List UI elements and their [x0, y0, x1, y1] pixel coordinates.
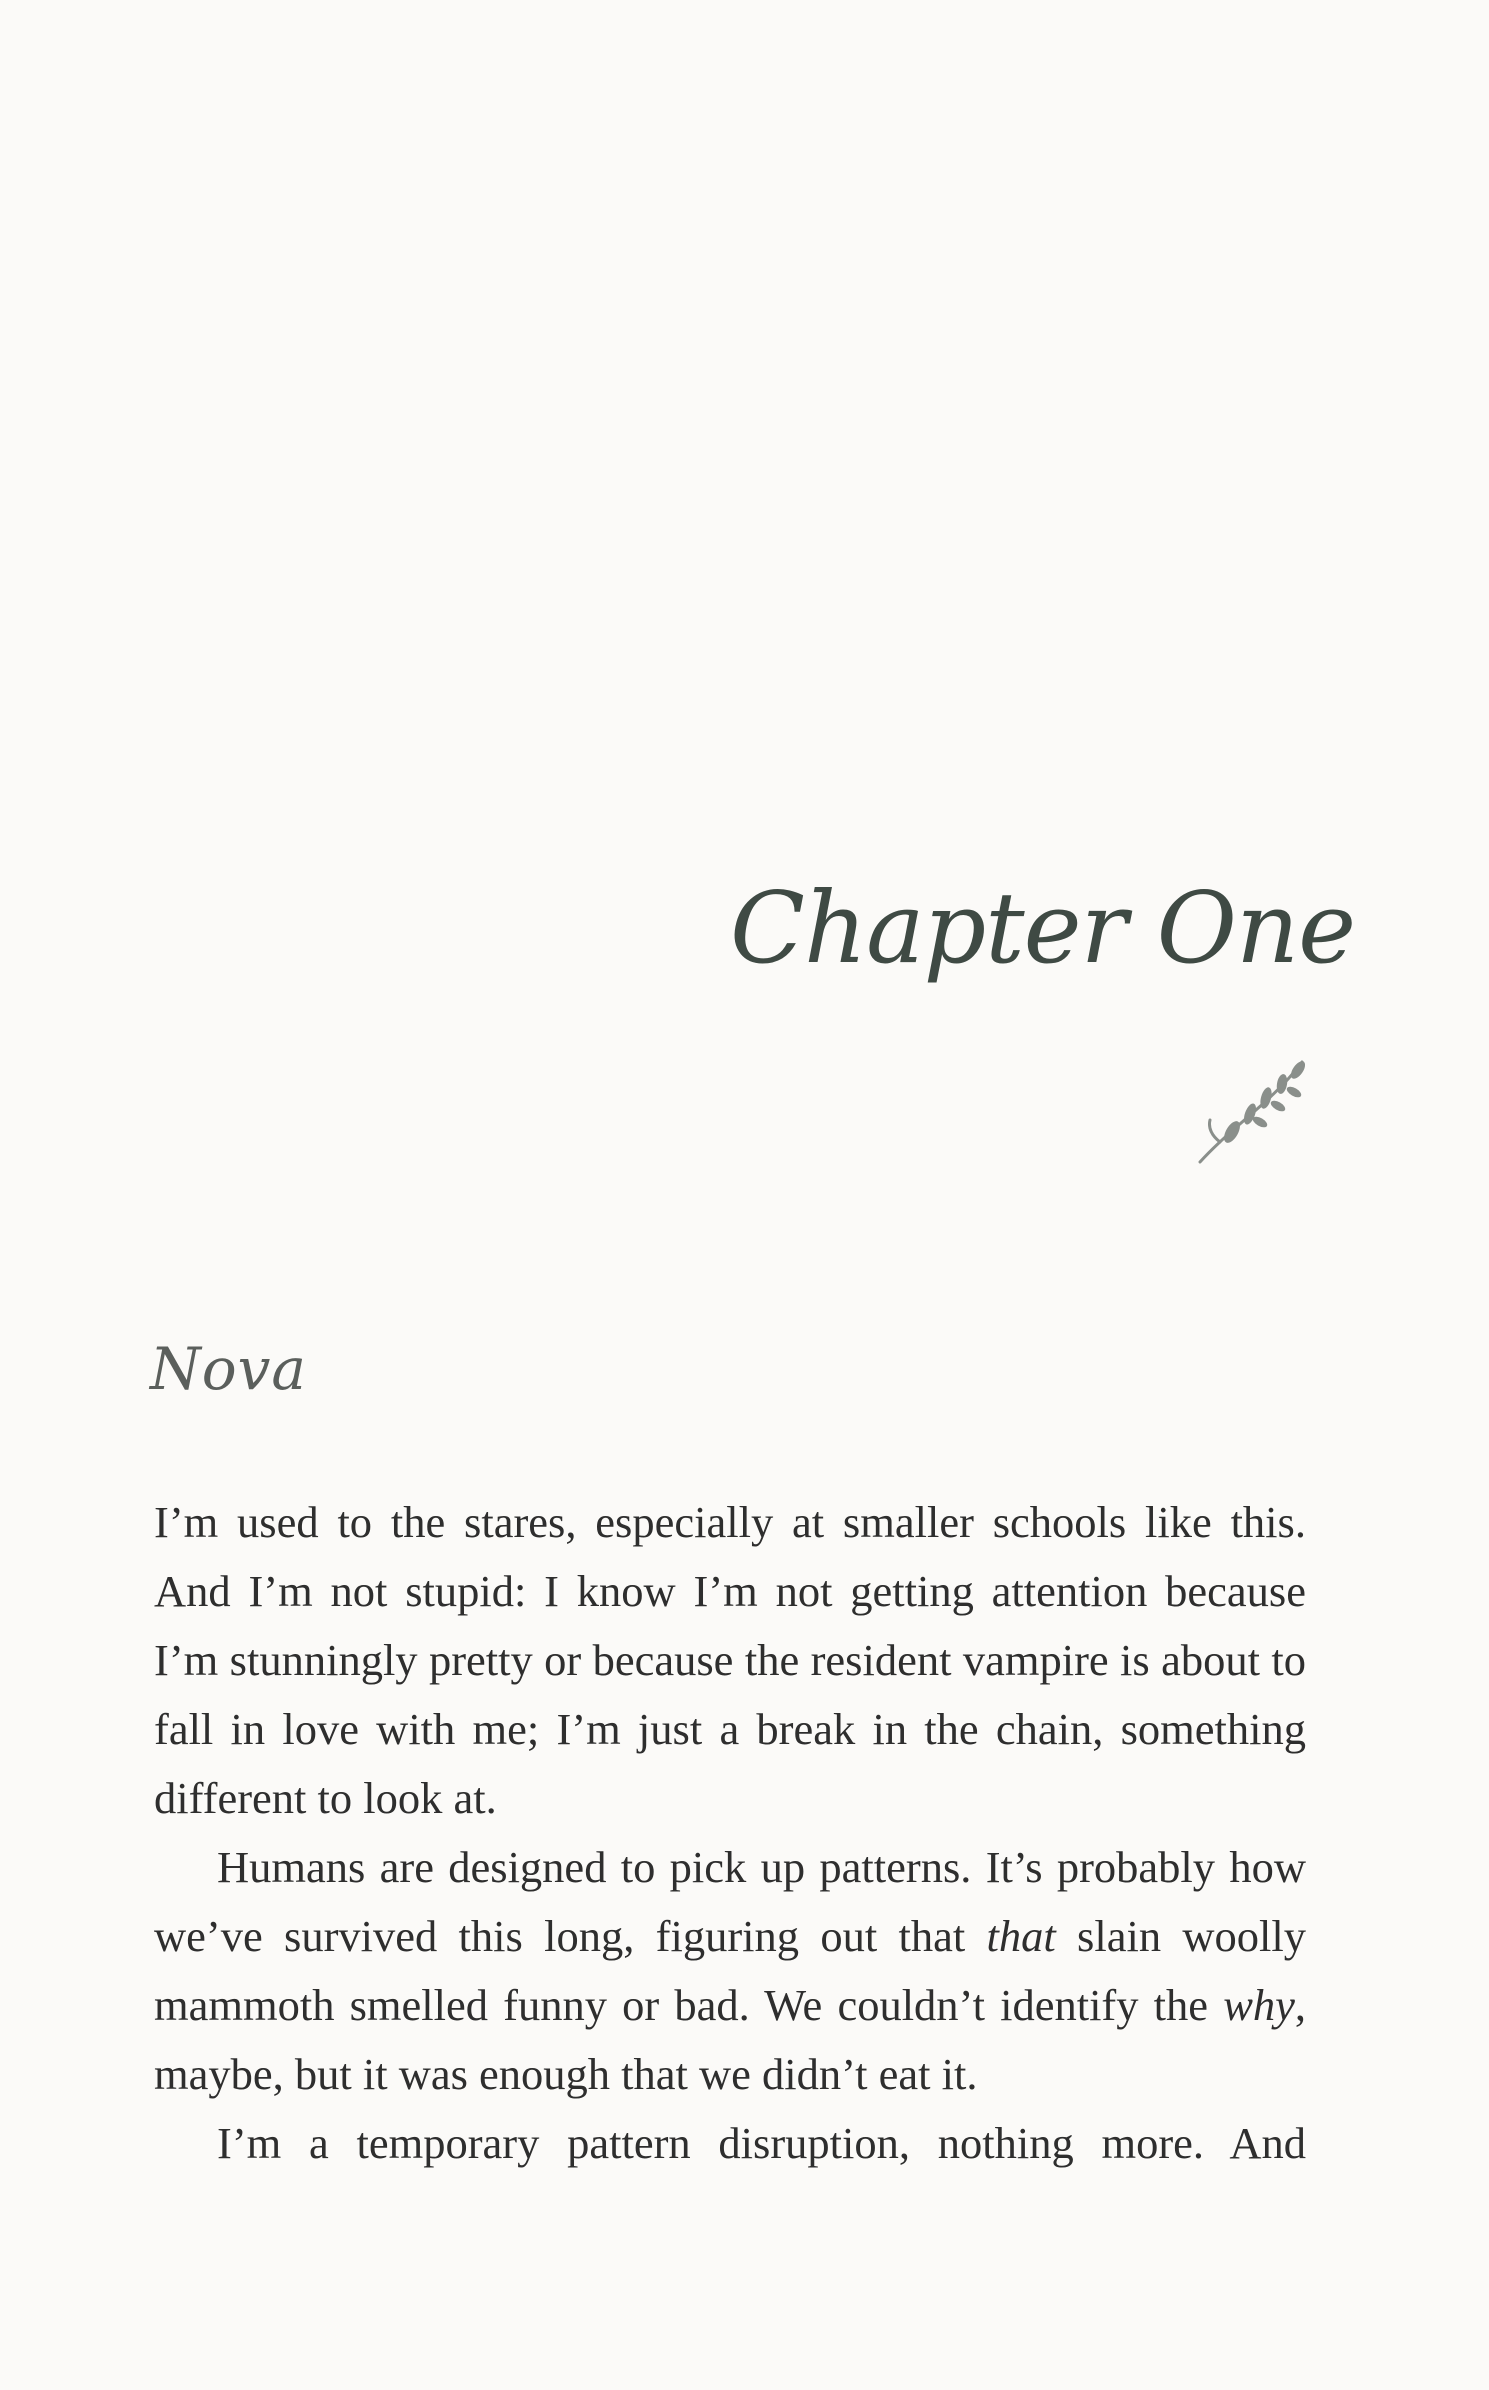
paragraph-text: , maybe, but it was enough that we didn’t eat it. [154, 1980, 1306, 2099]
paragraph-text: slain woolly mammoth smelled funny or bad. We couldn’t identify the [154, 1911, 1306, 2030]
paragraph-text: Humans are designed to pick up patterns. It’s probably how we’ve survived this long, figuring out that [154, 1842, 1306, 1961]
chapter-title: Chapter One [730, 872, 1356, 986]
emphasis-text: why [1223, 1980, 1295, 2030]
paragraph-text: I’m a temporary pattern disruption, nothing more. And [217, 2118, 1306, 2168]
paragraph-1 [154, 1488, 1306, 1833]
paragraph-text: I’m used to the stares, especially at smaller schools like this. And I’m not stupid: I know I’m not getting attention because I’m stunningly pretty or because the resident vampire is about to fall in love with me; I’m just a break in the chain, something different to look at. [154, 1497, 1306, 1823]
paragraph-3 [154, 2109, 1306, 2178]
emphasis-text: that [986, 1911, 1056, 1961]
leaf-sprig-icon [1190, 1040, 1320, 1170]
paragraph-2 [154, 1833, 1306, 2109]
narrator-heading: Nova [150, 1335, 308, 1403]
body-text [154, 1488, 1306, 2178]
